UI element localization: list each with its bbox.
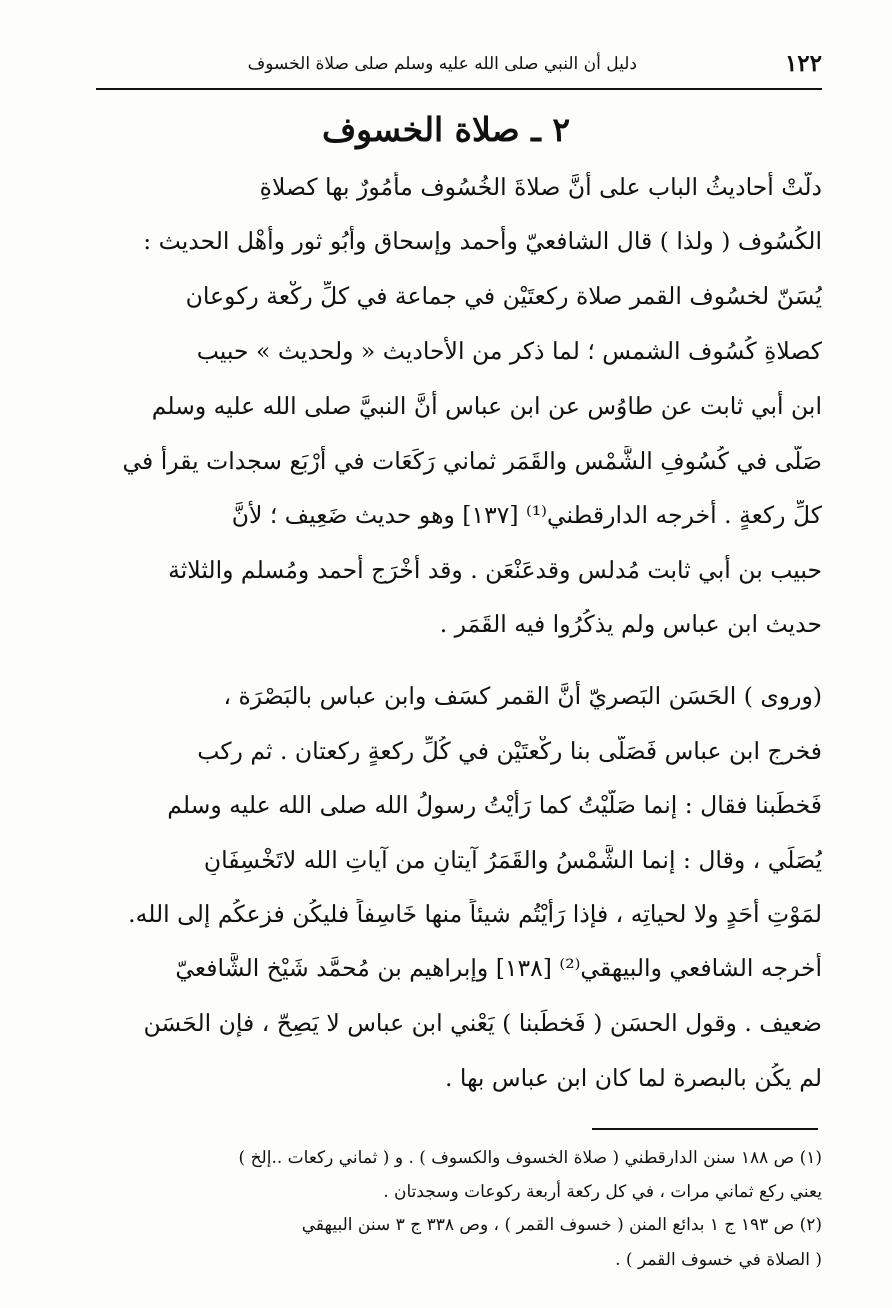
text-line: أخرجه الشافعي والبيهقي⁽²⁾ [١٣٨] وإبراهيم بن مُحمَّد شَيْخ الشَّافعيّ xyxy=(175,954,822,982)
text-line: يُصَلِّي ، وقال : إنما الشَّمْسُ والقَمَرُ آيتانِ من آياتِ الله لاتَخْسِفَانِ xyxy=(203,846,822,874)
text-line: الكُسُوف ( ولذا ) قال الشافعيّ وأحمد وإسحاق وأبُو ثور وأهْل الحديث : xyxy=(143,227,822,255)
text-line: فَخطَبنا فقال : إنما صَلَّيْتُ كما رَأيْتُ رسولُ الله صلى الله عليه وسلم xyxy=(167,791,822,819)
page-header xyxy=(96,48,822,90)
text-line: كصلاةِ كُسُوف الشمس ؛ لما ذكر من الأحاديث « ولحديث » حبيب xyxy=(196,337,822,365)
text-line: فخرج ابن عباس فَصَلَّى بنا ركْعتَيْن في كُلِّ ركعةٍ ركعتان . ثم ركب xyxy=(197,737,822,765)
text-line: يُسَنّ لخسُوف القمر صلاة ركعتَيْن في جماعة في كلِّ ركْعة ركوعان xyxy=(185,282,822,310)
footnote-line: (١) ص ١٨٨ سنن الدارقطني ( صلاة الخسوف والكسوف ) . و ( ثماني ركعات ..إلخ ) xyxy=(238,1148,822,1168)
text-line: ابن أبي ثابت عن طاوُس عن ابن عباس أنَّ النبيَّ صلى الله عليه وسلم xyxy=(151,392,822,420)
section-title: ٢ ـ صلاة الخسوف xyxy=(321,110,571,149)
footnote-line: (٢) ص ١٩٣ ج ١ بدائع المنن ( خسوف القمر ) ، وص ٣٣٨ ج ٣ سنن البيهقي xyxy=(301,1215,822,1235)
running-title: دليل أن النبي صلى الله عليه وسلم صلى صلاة الخسوف xyxy=(247,54,637,74)
page-number: ١٢٢ xyxy=(784,50,822,77)
text-line: لم يكُن بالبصرة لما كان ابن عباس بها . xyxy=(444,1064,822,1092)
text-line: دلَّتْ أحاديثُ الباب على أنَّ صلاةَ الخُسُوف مأمُورٌ بها كصلاةِ xyxy=(259,173,822,201)
text-line: (وروى ) الحَسَن البَصريّ أنَّ القمر كسَف وابن عباس بالبَصْرَة ، xyxy=(223,682,822,710)
footnote-line: يعني ركع ثماني مرات ، في كل ركعة أربعة ركوعات وسجدتان . xyxy=(383,1182,822,1202)
text-line: حديث ابن عباس ولم يذكُرُوا فيه القَمَر . xyxy=(439,610,822,638)
footnote-divider xyxy=(592,1128,818,1130)
text-line: لمَوْتِ أحَدٍ ولا لحياتِه ، فإذا رَأيْتُم شيئاً منها خَاسِفاً فليكُن فزعكُم إلى الله. xyxy=(128,900,822,928)
text-line: ضعيف . وقول الحسَن ( فَخطَبنا ) يَعْني ابن عباس لا يَصِحّ ، فإن الحَسَن xyxy=(143,1009,822,1037)
text-line: صَلَّى في كُسُوفِ الشَّمْس والقَمَر ثماني رَكَعَات في أرْبَع سجدات يقرأُ في xyxy=(122,447,822,475)
text-line: حبيب بن أبي ثابت مُدلس وقدعَنْعَن . وقد أخْرَج أحمد ومُسلم والثلاثة xyxy=(168,556,822,584)
footnote-line: ( الصلاة في خسوف القمر ) . xyxy=(615,1250,822,1270)
text-line: كلِّ ركعةٍ . أخرجه الدارقطني⁽¹⁾ [١٣٧] وهو حديث ضَعِيف ؛ لأنَّ xyxy=(231,501,822,529)
